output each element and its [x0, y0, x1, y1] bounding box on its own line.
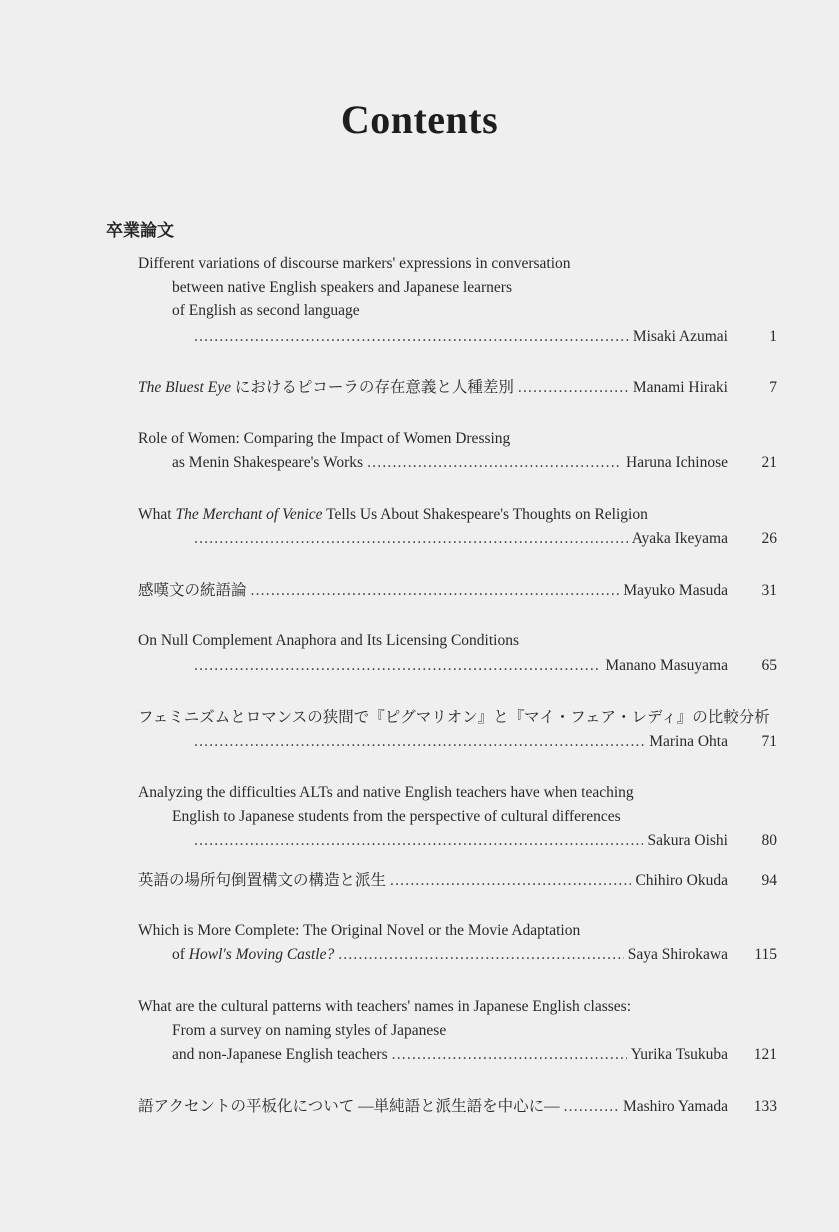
entry-title-pre: of	[172, 946, 189, 963]
dot-leader-line	[190, 528, 728, 550]
entry-title-line: Which is More Complete: The Original Novel or the Movie Adaptation	[138, 922, 581, 939]
entry-page-number: 7	[769, 379, 777, 396]
entry-title	[138, 377, 514, 399]
entry-title-line: English to Japanese students from the perspective of cultural differences	[172, 808, 621, 825]
entry-title-pre: What	[138, 506, 176, 523]
entry-title-line: Different variations of discourse markers' expressions in conversation	[138, 255, 571, 272]
entry-title-line: What are the cultural patterns with teachers' names in Japanese English classes:	[138, 998, 632, 1015]
entry-page-number: 26	[761, 530, 777, 547]
entry-author: Mashiro Yamada	[622, 1098, 728, 1115]
entry-author: Sakura Oishi	[647, 832, 728, 849]
entry-page-number: 121	[753, 1046, 777, 1063]
entry-author: Saya Shirokawa	[627, 946, 728, 963]
entry-title-line: and non-Japanese English teachers	[172, 1046, 388, 1063]
entry-title-line: between native English speakers and Japanese learners	[172, 279, 513, 296]
dot-leader	[251, 580, 620, 602]
entry-page-number: 31	[761, 582, 777, 599]
entry-author: Mayuko Masuda	[623, 582, 728, 599]
dot-leader	[390, 870, 631, 892]
entry-author: Manami Hiraki	[632, 379, 728, 396]
entry-author: Ayaka Ikeyama	[631, 530, 728, 547]
entry-page-number: 115	[754, 946, 777, 963]
dot-leader	[518, 377, 629, 399]
entry-author: Marina Ohta	[649, 733, 728, 750]
dot-leader	[392, 1044, 627, 1066]
entry-title-italic: The Bluest Eye	[138, 379, 231, 396]
entry-title-italic: Howl's Moving Castle?	[188, 946, 335, 963]
dot-leader	[338, 944, 624, 966]
dot-leader-line	[172, 1044, 728, 1066]
dot-leader	[194, 830, 643, 852]
entry-title: 語アクセントの平板化について ―単純語と派生語を中心に―	[138, 1098, 560, 1115]
entry-title: 感嘆文の統語論	[138, 582, 247, 599]
dot-leader-line	[190, 655, 728, 677]
entry-title-line: Role of Women: Comparing the Impact of Women Dressing	[138, 430, 511, 447]
dot-leader-line	[172, 944, 728, 966]
dot-leader-line	[190, 830, 728, 852]
entry-author: Chihiro Okuda	[635, 872, 728, 889]
entry-page-number: 80	[761, 832, 777, 849]
dot-leader	[564, 1096, 619, 1118]
entry-author: Haruna Ichinose	[626, 454, 728, 471]
dot-leader	[194, 655, 601, 677]
entry-page-number: 21	[761, 454, 777, 471]
page-title: Contents	[340, 97, 499, 142]
dot-leader-line	[190, 326, 728, 348]
dot-leader-line	[190, 731, 728, 753]
dot-leader-line	[138, 1096, 728, 1118]
entry-title-line: From a survey on naming styles of Japanese	[172, 1022, 447, 1039]
entry-page-number: 65	[761, 657, 777, 674]
dot-leader	[194, 528, 628, 550]
entry-page-number: 71	[761, 733, 777, 750]
entry-title-line	[138, 504, 648, 526]
dot-leader	[194, 326, 629, 348]
dot-leader-line	[138, 870, 728, 892]
entry-page-number: 133	[753, 1098, 777, 1115]
entry-title-line: フェミニズムとロマンスの狭間で『ピグマリオン』と『マイ・フェア・レディ』の比較分析	[138, 709, 770, 726]
section-heading: 卒業論文	[106, 221, 174, 241]
entry-page-number: 94	[761, 872, 777, 889]
entry-page-number: 1	[769, 328, 777, 345]
entry-title-rest: におけるピコーラの存在意義と人種差別	[230, 379, 514, 396]
entry-title-post: Tells Us About Shakespeare's Thoughts on Religion	[322, 506, 648, 523]
entry-author: Misaki Azumai	[632, 328, 728, 345]
entry-title: 英語の場所句倒置構文の構造と派生	[138, 872, 387, 889]
dot-leader-line	[172, 452, 728, 474]
entry-title-line	[172, 944, 334, 966]
entry-author: Manano Masuyama	[605, 657, 728, 674]
entry-title-line: On Null Complement Anaphora and Its Licensing Conditions	[138, 632, 519, 649]
entry-author: Yurika Tsukuba	[630, 1046, 728, 1063]
entry-title-line: Analyzing the difficulties ALTs and native English teachers have when teaching	[138, 784, 634, 801]
dot-leader-line	[138, 580, 728, 602]
entry-title-line: of English as second language	[172, 302, 360, 319]
entry-title-line: as Menin Shakespeare's Works	[172, 454, 364, 471]
dot-leader	[194, 731, 645, 753]
entry-title-italic: The Merchant of Venice	[175, 506, 323, 523]
dot-leader	[367, 452, 622, 474]
dot-leader-line	[138, 377, 728, 399]
